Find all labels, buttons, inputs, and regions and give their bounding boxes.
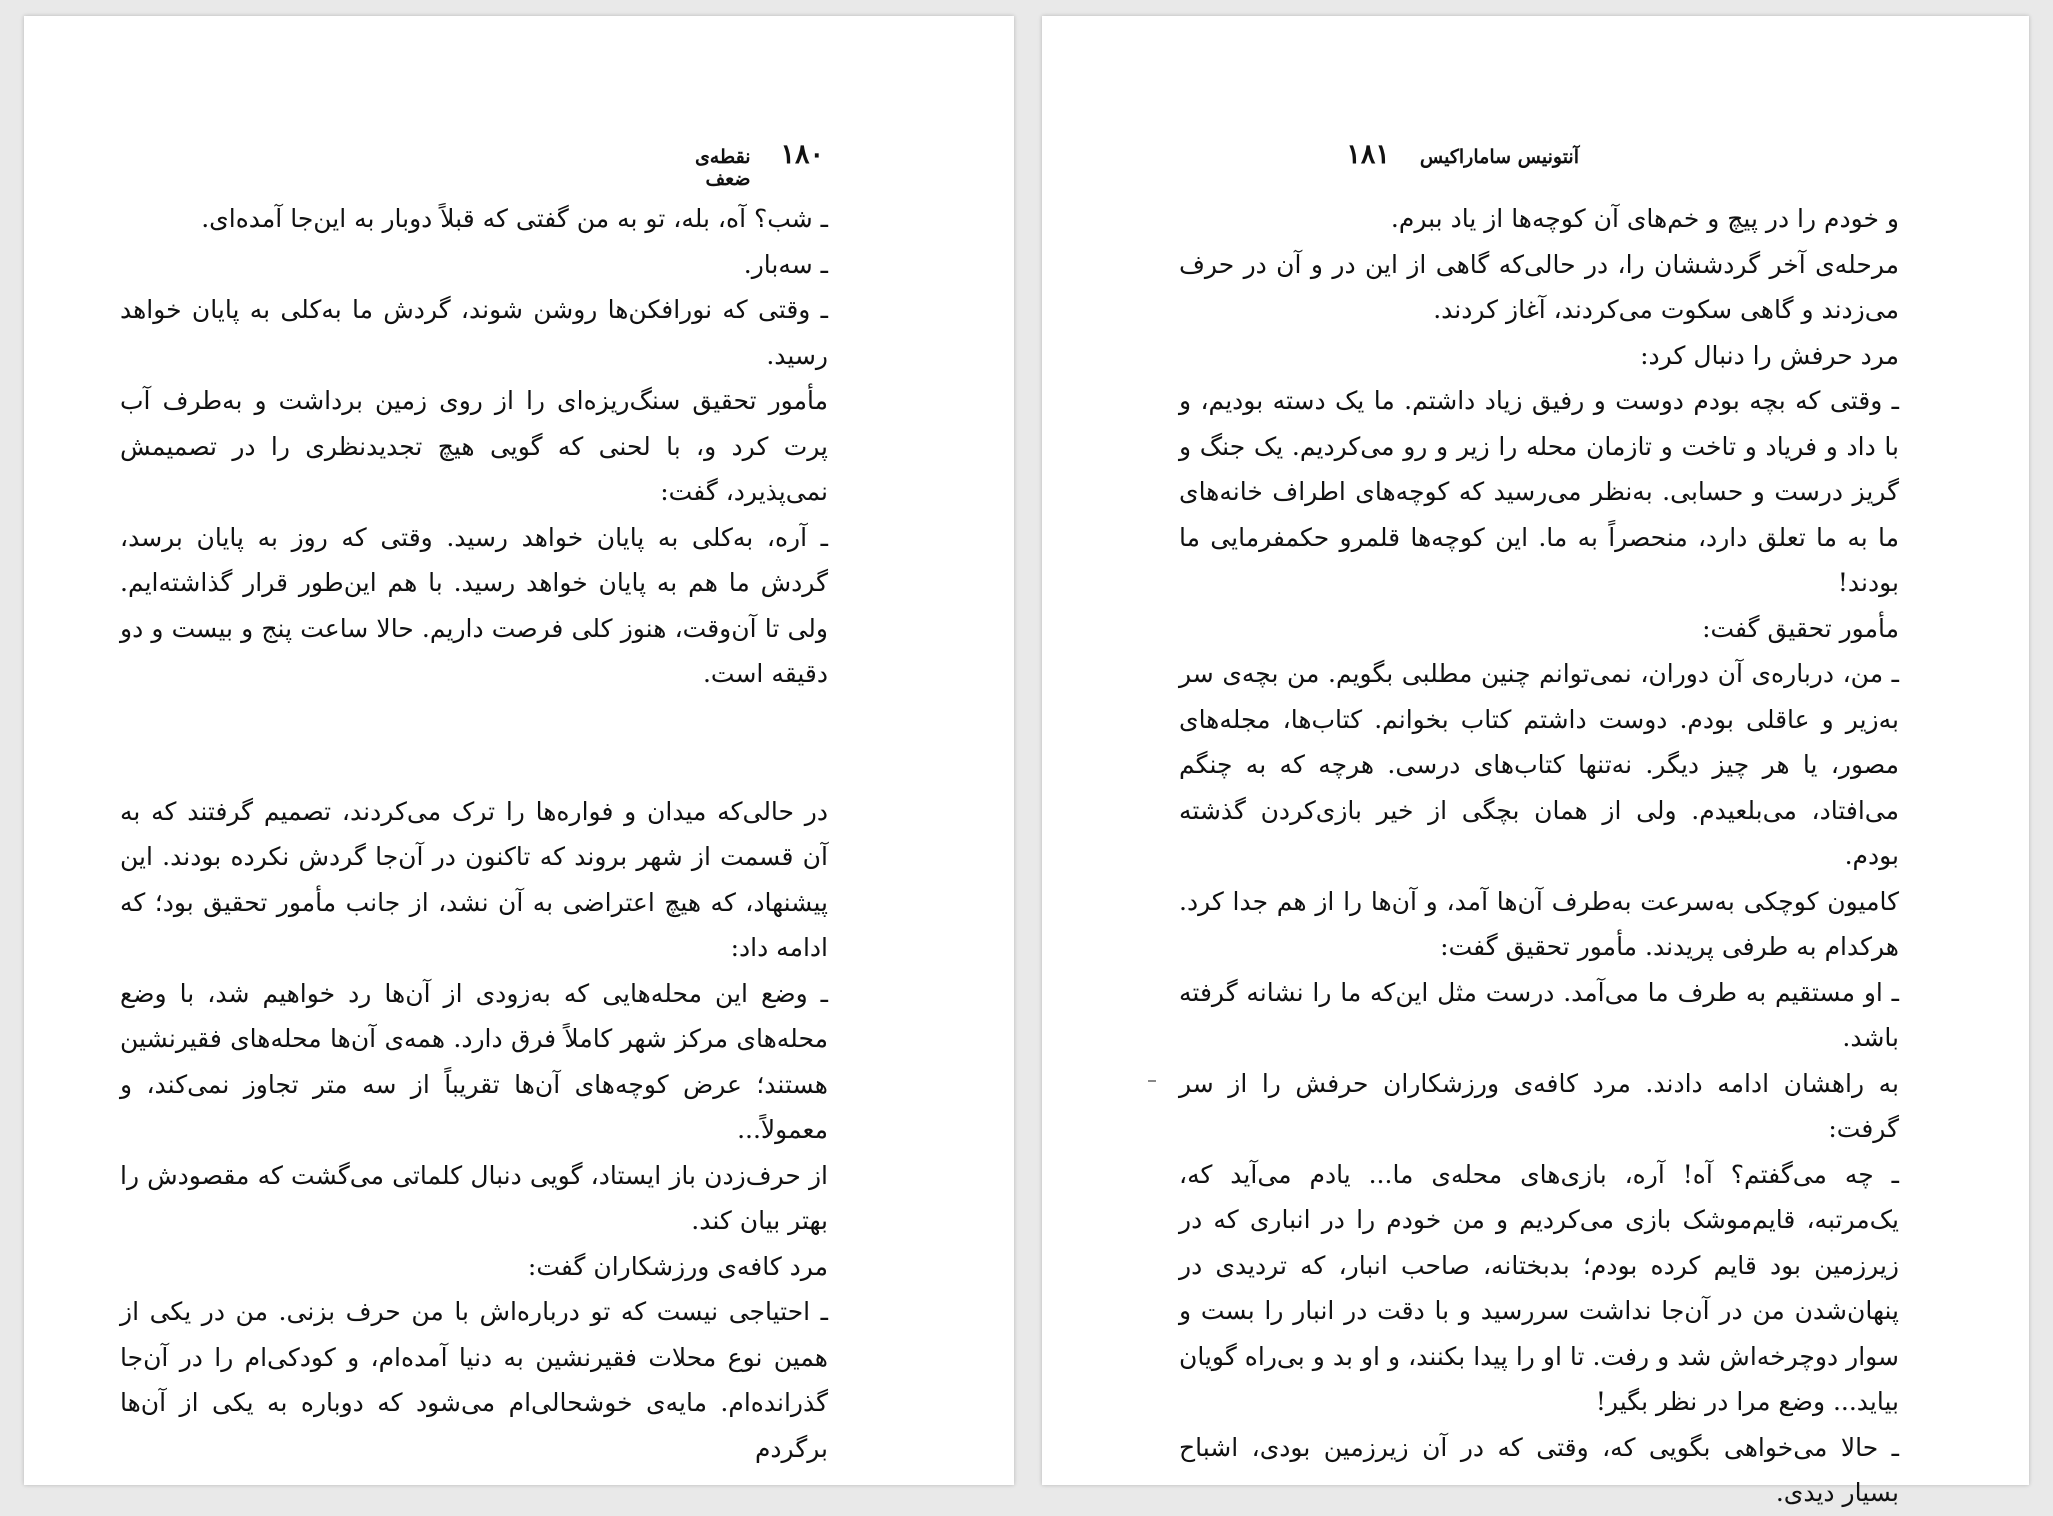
left-page-text (120, 196, 828, 1471)
paragraph: مأمور تحقیق سنگ‌ریزه‌ای را از روی زمین برداشت و به‌طرف آب پرت کرد و، با لحنی که گویی هیچ تجدیدنظری را در تصمیمش نمی‌پذیرد، گفت: (120, 386, 828, 506)
right-page (1042, 16, 2029, 1507)
page-number: ۱۸۰ (780, 139, 824, 170)
paragraph: ـ احتیاجی نیست که تو درباره‌اش با من حرف بزنی. من در یکی از همین نوع محلات فقیرنشین به دنیا آمده‌ام، و کودکی‌ام را در آن‌جا گذرانده‌ام. مایه‌ی خوشحالی‌ام می‌شود که دوباره به یکی از آن‌ها برگردم (120, 1297, 828, 1463)
running-title: آنتونیس ساماراکیس (1419, 146, 1579, 168)
paragraph: ـ وقتی که نورافکن‌ها روشن شوند، گردش ما به‌کلی به پایان خواهد رسید. (120, 295, 828, 370)
paragraph: مرحله‌ی آخر گردششان را، در حالی‌که گاهی از این در و آن در حرف می‌زدند و گاهی سکوت می‌کردند، آغاز کردند. (1179, 249, 1899, 324)
paragraph: مرد حرفش را دنبال کرد: (1640, 340, 1899, 370)
paragraph: ـ او مستقیم به طرف ما می‌آمد. درست مثل این‌که ما را نشانه گرفته باشد. (1179, 977, 1899, 1052)
paragraph: ـ وضع این محله‌هایی که به‌زودی از آن‌ها رد خواهیم شد، با وضع محله‌های مرکز شهر کاملاً فرق دارد. همه‌ی آن‌ها محله‌های فقیرنشین هستند؛ عرض کوچه‌های آن‌ها تقریباً از سه متر تجاوز نمی‌کند، و معمولاً... (120, 978, 828, 1144)
paragraph: کامیون کوچکی به‌سرعت به‌طرف آن‌ها آمد، و آن‌ها را از هم جدا کرد. هرکدام به طرفی پریدند. مأمور تحقیق گفت: (1179, 886, 1899, 961)
page-number: ۱۸۱ (1346, 139, 1390, 170)
paragraph: و خودم را در پیچ و خم‌های آن کوچه‌ها از یاد ببرم. (1390, 204, 1899, 233)
paragraph: ـ من، درباره‌ی آن دوران، نمی‌توانم چنین مطلبی بگویم. من بچه‌ی سر به‌زیر و عاقلی بودم. دوست داشتم کتاب بخوانم. کتاب‌ها، مجله‌های مصور، یا هر چیز دیگر. نه‌تنها کتاب‌های درسی. هرچه که به چنگم می‌افتاد، می‌بلعیدم. ولی از همان بچگی از خیر بازی‌کردن گذشته بودم. (1179, 659, 1899, 870)
right-page-header (1202, 139, 1579, 183)
paragraph: ـ چه می‌گفتم؟ آه! آره، بازی‌های محله‌ی ما... یادم می‌آید که، یک‌مرتبه، قایم‌موشک بازی می‌کردیم و من خودم را در انباری که در زیرزمین بود قایم کرده بودم؛ بدبختانه، صاحب انبار، که تردیدی در پنهان‌شدن من در آن‌جا نداشت سررسید و با دقت در انبار را بست و سوار دوچرخه‌اش شد و رفت. تا او را پیدا بکنند، و او بد و بی‌راه گویان بیاید... وضع مرا در نظر بگیر! (1179, 1159, 1899, 1416)
paragraph: ـ شب؟ آه، بله، تو به من گفتی که قبلاً دوبار به این‌جا آمده‌ای. (201, 204, 828, 233)
running-title: نقطه‌ی ضعف (694, 146, 751, 190)
scan-speck (1148, 1080, 1156, 1082)
paragraph: مرد کافه‌ی ورزشکاران گفت: (527, 1251, 828, 1281)
paragraph: ـ وقتی که بچه بودم دوست و رفیق زیاد داشتم. ما یک دسته بودیم، و با داد و فریاد و تاخت و تازمان محله را زیر و رو می‌کردیم. یک جنگ و گریز درست و حسابی. به‌نظر می‌رسید که کوچه‌های اطراف خانه‌های ما به ما تعلق دارد، منحصراً به ما. این کوچه‌ها قلمرو حکمفرمایی ما بودند! (1179, 386, 1899, 597)
paragraph: از حرف‌زدن باز ایستاد، گویی دنبال کلماتی می‌گشت که مقصودش را بهتر بیان کند. (120, 1160, 828, 1235)
paragraph: ـ سه‌بار. (743, 249, 828, 279)
left-page-header (654, 139, 824, 190)
paragraph: ـ حالا می‌خواهی بگویی که، وقتی که در آن زیرزمین بودی، اشباح بسیار دیدی. (1179, 1432, 1899, 1507)
paragraph: به راهشان ادامه دادند. مرد کافه‌ی ورزشکاران حرفش را از سر گرفت: (1179, 1068, 1899, 1143)
left-page (24, 16, 1014, 1485)
right-page-text (1179, 196, 1899, 1516)
paragraph: در حالی‌که میدان و فواره‌ها را ترک می‌کردند، تصمیم گرفتند که به آن قسمت از شهر بروند که تاکنون در آن‌جا گردش نکرده بودند. این پیشنهاد، که هیچ اعتراضی به آن نشد، از جانب مأمور تحقیق بود؛ که ادامه داد: (120, 796, 828, 962)
paragraph: ـ آره، به‌کلی به پایان خواهد رسید. وقتی که روز به پایان برسد، گردش ما هم به پایان خواهد رسید. با هم این‌طور قرار گذاشته‌ایم. ولی تا آن‌وقت، هنوز کلی فرصت داریم. حالا ساعت پنج و بیست و دو دقیقه است. (120, 522, 828, 688)
paragraph: مأمور تحقیق گفت: (1702, 613, 1899, 643)
